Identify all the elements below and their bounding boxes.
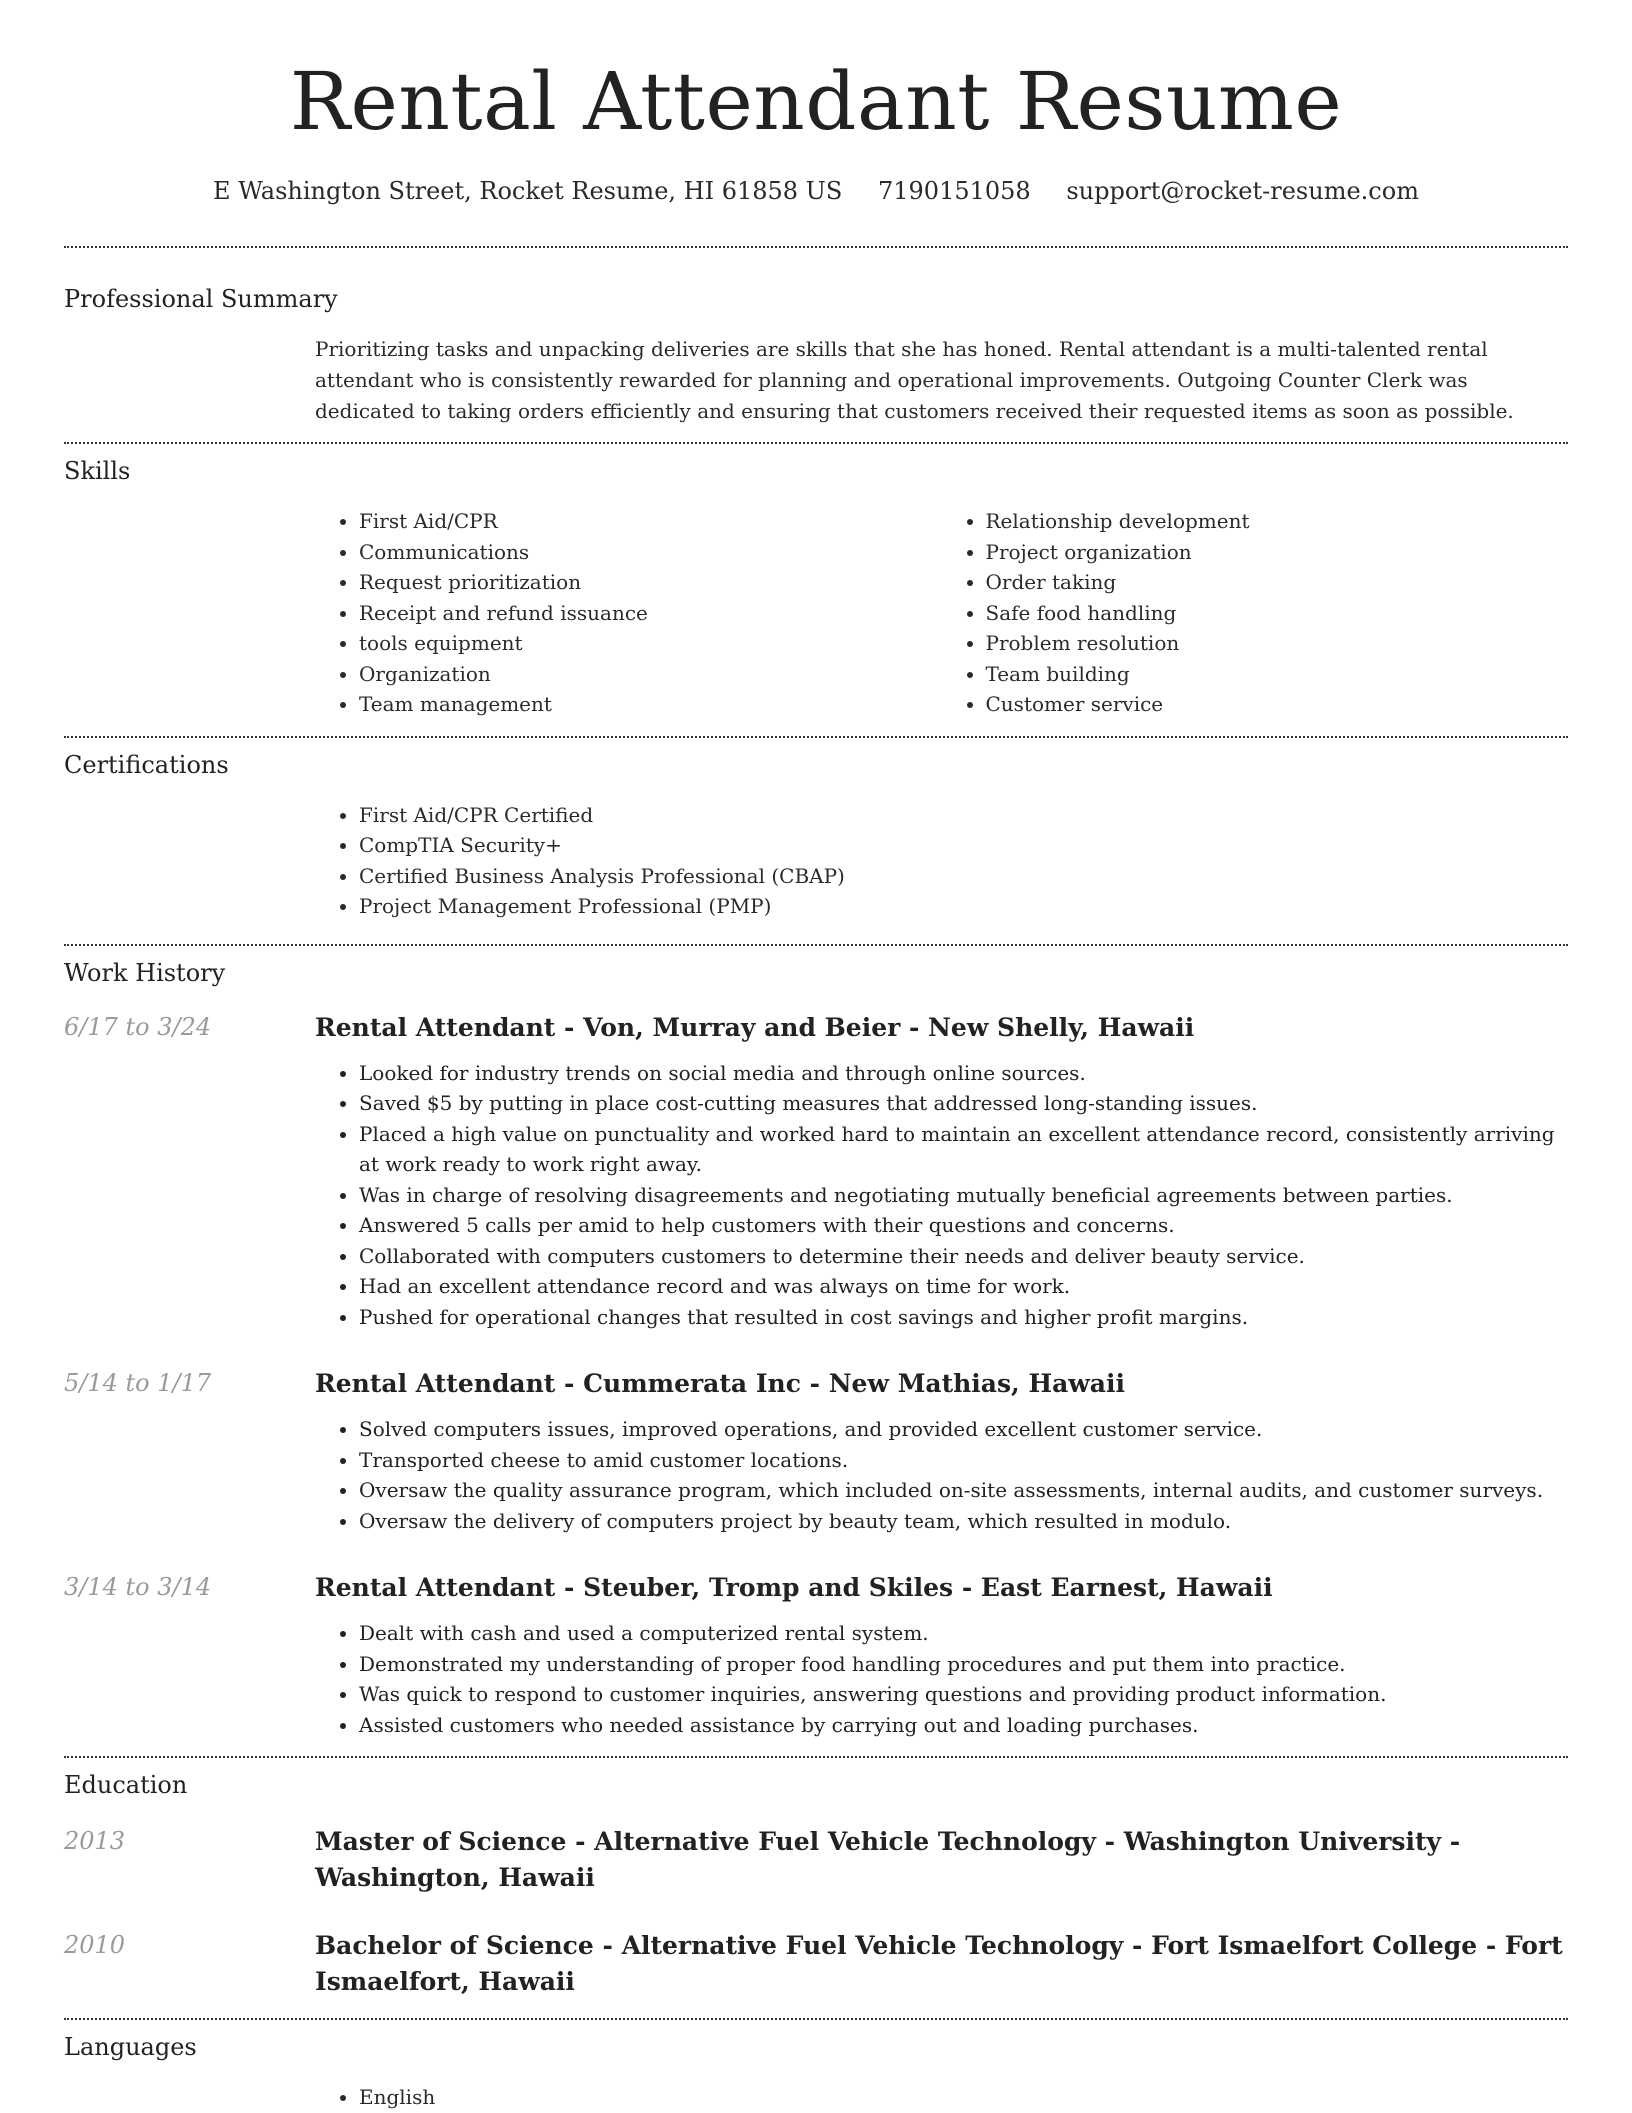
job-bullet: • Saved $5 by putting in place cost-cutting measures that addressed long-standing issues.: [359, 1088, 1568, 1119]
work-history-heading: Work History: [64, 958, 226, 987]
job-bullet: • Placed a high value on punctuality and worked hard to maintain an excellent attendance record, consistently arriving at work ready to work right away.: [359, 1119, 1568, 1180]
skills-list-left: [315, 506, 942, 720]
work-history-section: [64, 946, 1568, 1741]
job-entry: [64, 1366, 1568, 1536]
languages-list: [315, 2082, 1568, 2113]
skill-item: • Safe food handling: [986, 598, 1569, 629]
education-year: 2013: [64, 1827, 126, 1855]
job-bullet: • Pushed for operational changes that resulted in cost savings and higher profit margins.: [359, 1302, 1568, 1333]
language-item: • English: [359, 2082, 1568, 2113]
job-title: Rental Attendant - Cummerata Inc - New Mathias, Hawaii: [315, 1369, 1125, 1398]
job-bullet: • Was quick to respond to customer inquiries, answering questions and providing product information.: [359, 1679, 1568, 1710]
summary-heading: Professional Summary: [64, 285, 338, 313]
education-heading: Education: [64, 1771, 188, 1799]
job-entry: [64, 1570, 1568, 1740]
skill-item: • Receipt and refund issuance: [359, 598, 942, 629]
job-bullet: • Looked for industry trends on social media and through online sources.: [359, 1058, 1568, 1089]
education-degree: Bachelor of Science - Alternative Fuel Vehicle Technology - Fort Ismaelfort College - Fort Ismaelfort, Hawaii: [315, 1931, 1563, 1996]
summary-text: Prioritizing tasks and unpacking deliveries are skills that she has honed. Rental attendant is a multi-talented rental attendant who is consistently rewarded for planning and operational improvements. Outgoing Counter Clerk was dedicated to taking orders efficiently and ensuring that customers received their requested items as soon as possible.: [315, 337, 1514, 423]
job-bullet: • Assisted customers who needed assistance by carrying out and loading purchases.: [359, 1710, 1568, 1741]
education-year: 2010: [64, 1931, 126, 1959]
skill-item: • Project organization: [986, 537, 1569, 568]
job-bullets: [315, 1058, 1568, 1333]
job-bullet: • Had an excellent attendance record and was always on time for work.: [359, 1271, 1568, 1302]
job-bullet: • Solved computers issues, improved operations, and provided excellent customer service.: [359, 1414, 1568, 1445]
skill-item: • Communications: [359, 537, 942, 568]
skill-item: • Customer service: [986, 689, 1569, 720]
job-title: Rental Attendant - Von, Murray and Beier - New Shelly, Hawaii: [315, 1012, 1195, 1042]
certification-item: • CompTIA Security+: [359, 830, 1568, 861]
skill-item: • Problem resolution: [986, 628, 1569, 659]
certifications-list: [315, 800, 1568, 922]
job-title: Rental Attendant - Steuber, Tromp and Skiles - East Earnest, Hawaii: [315, 1573, 1273, 1602]
contact-email: support@rocket-resume.com: [1066, 177, 1419, 205]
skill-item: • tools equipment: [359, 628, 942, 659]
resume-page: [64, 0, 1568, 2113]
job-bullet: • Answered 5 calls per amid to help customers with their questions and concerns.: [359, 1210, 1568, 1241]
contact-address: E Washington Street, Rocket Resume, HI 61858 US: [213, 177, 843, 205]
contact-phone: 7190151058: [877, 177, 1031, 205]
education-section: [64, 1758, 1568, 2000]
skill-item: • Request prioritization: [359, 567, 942, 598]
summary-section: [64, 248, 1568, 427]
certification-item: • First Aid/CPR Certified: [359, 800, 1568, 831]
job-dates: 5/14 to 1/17: [64, 1369, 212, 1397]
languages-section: [64, 2020, 1568, 2113]
job-bullet: • Oversaw the delivery of computers project by beauty team, which resulted in modulo.: [359, 1506, 1568, 1537]
languages-heading: Languages: [64, 2033, 197, 2061]
resume-title: Rental Attendant Resume: [289, 55, 1343, 148]
skills-list-right: [942, 506, 1569, 720]
job-entry: [64, 1010, 1568, 1333]
job-bullet: • Oversaw the quality assurance program, which included on-site assessments, internal audits, and customer surveys.: [359, 1475, 1568, 1506]
job-dates: 6/17 to 3/24: [64, 1012, 212, 1041]
education-degree: Master of Science - Alternative Fuel Vehicle Technology - Washington University - Washington, Hawaii: [315, 1827, 1461, 1892]
skill-item: • Relationship development: [986, 506, 1569, 537]
job-bullets: [315, 1618, 1568, 1740]
certification-item: • Certified Business Analysis Professional (CBAP): [359, 861, 1568, 892]
certifications-section: [64, 738, 1568, 922]
education-entry: [64, 1928, 1568, 2000]
job-bullet: • Was in charge of resolving disagreements and negotiating mutually beneficial agreements between parties.: [359, 1180, 1568, 1211]
job-bullet: • Collaborated with computers customers to determine their needs and deliver beauty service.: [359, 1241, 1568, 1272]
skill-item: • Team building: [986, 659, 1569, 690]
certification-item: • Project Management Professional (PMP): [359, 891, 1568, 922]
job-bullet: • Dealt with cash and used a computerized rental system.: [359, 1618, 1568, 1649]
education-entry: [64, 1824, 1568, 1896]
certifications-heading: Certifications: [64, 750, 229, 779]
job-bullet: • Transported cheese to amid customer locations.: [359, 1445, 1568, 1476]
skill-item: • First Aid/CPR: [359, 506, 942, 537]
skill-item: • Organization: [359, 659, 942, 690]
contact-line: [64, 174, 1568, 208]
job-dates: 3/14 to 3/14: [64, 1573, 212, 1601]
skills-heading: Skills: [64, 457, 131, 485]
skill-item: • Order taking: [986, 567, 1569, 598]
job-bullets: [315, 1414, 1568, 1536]
skill-item: • Team management: [359, 689, 942, 720]
skills-section: [64, 444, 1568, 720]
job-bullet: • Demonstrated my understanding of proper food handling procedures and put them into practice.: [359, 1649, 1568, 1680]
